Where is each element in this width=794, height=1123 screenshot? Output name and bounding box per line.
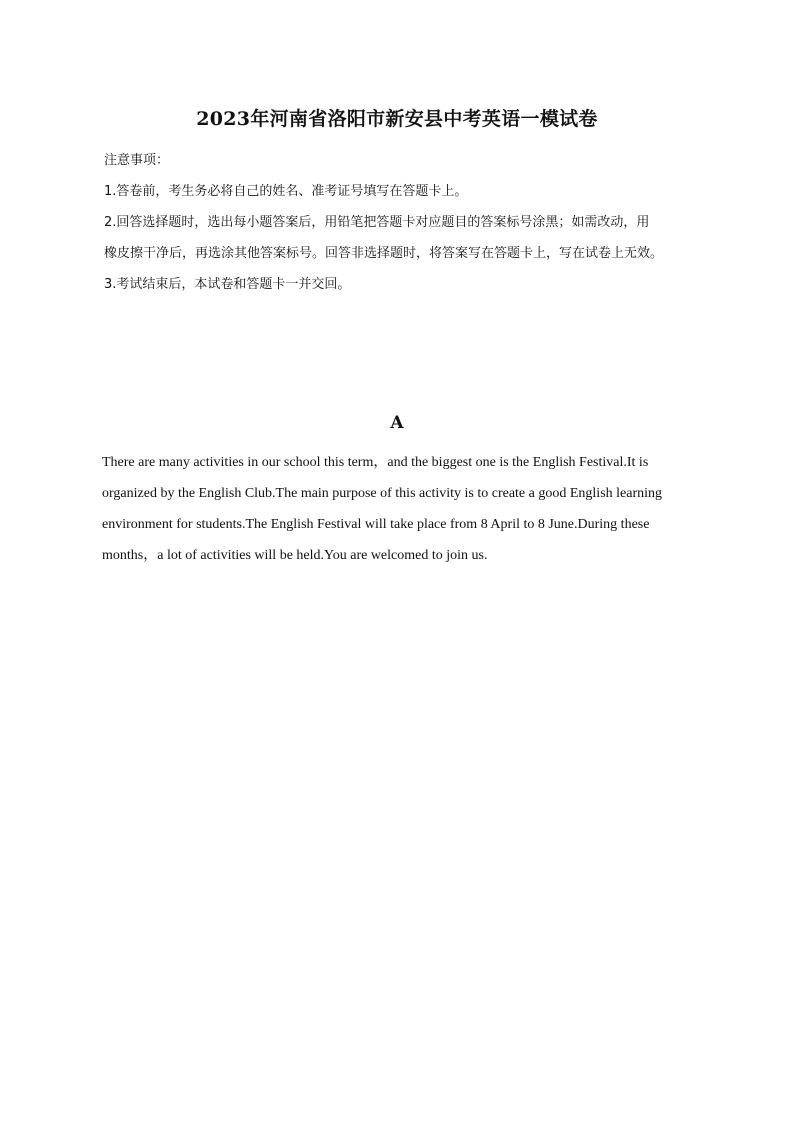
notes-line: 1.答卷前，考生务必将自己的姓名、准考证号填写在答题卡上。 <box>104 184 468 199</box>
notes-line: 2.回答选择题时，选出每小题答案后，用铅笔把答题卡对应题目的答案标号涂黑；如需改动，用 <box>104 215 650 230</box>
exam-notes <box>104 145 704 300</box>
passage-line: organized by the English Club.The main purpose of this activity is to create a good English learning <box>102 486 663 501</box>
notes-line: 橡皮擦干净后，再选涂其他答案标号。回答非选择题时，将答案写在答题卡上，写在试卷上无效。 <box>104 246 664 261</box>
passage-line: There are many activities in our school this term，and the biggest one is the English Festival.It is <box>102 455 649 470</box>
passage-line: months，a lot of activities will be held.You are welcomed to join us. <box>102 548 488 563</box>
reading-passage <box>102 447 682 571</box>
notes-heading: 注意事项： <box>104 153 170 168</box>
page-title: 2023年河南省洛阳市新安县中考英语一模试卷 <box>196 108 598 130</box>
section-label: A <box>390 413 404 433</box>
passage-line: environment for students.The English Festival will take place from 8 April to 8 June.During these <box>102 517 650 532</box>
notes-line: 3.考试结束后，本试卷和答题卡一并交回。 <box>104 277 351 292</box>
